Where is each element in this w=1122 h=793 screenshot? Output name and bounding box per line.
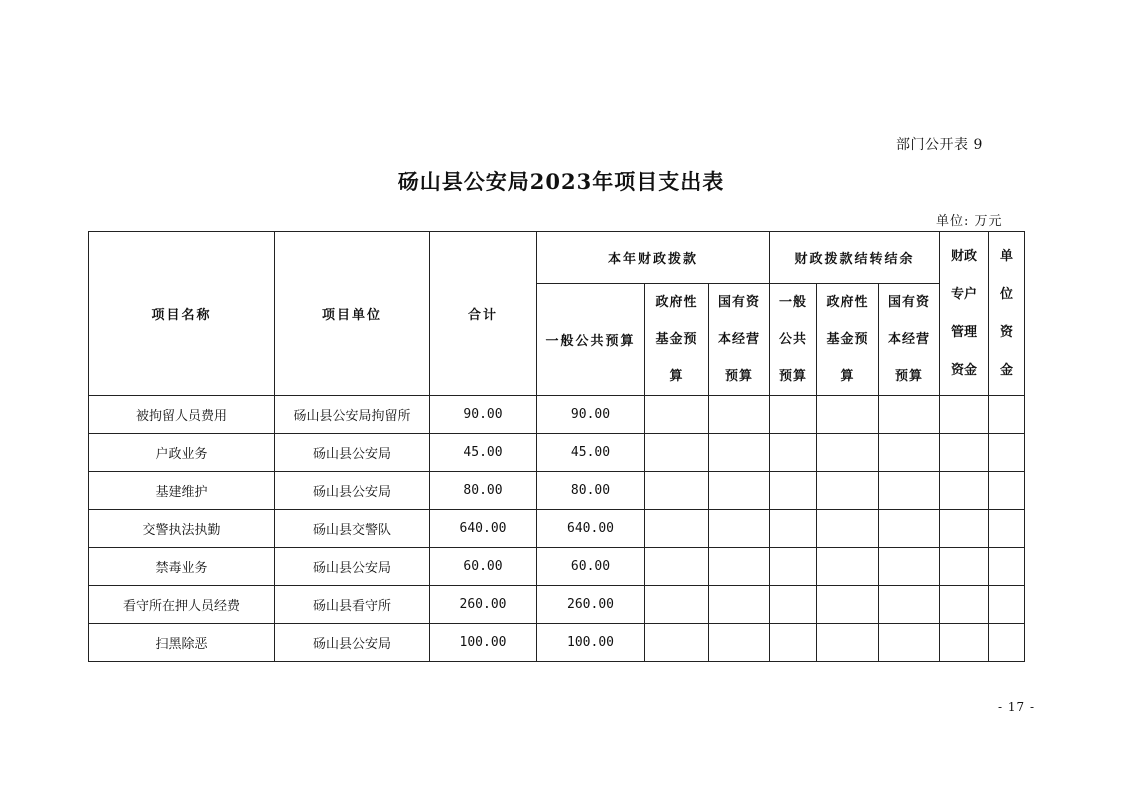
header-general-public-budget: 一般公共预算 (537, 284, 645, 396)
header-current-year-appropriation: 本年财政拨款 (537, 232, 770, 284)
table-row (89, 548, 1025, 586)
cell-project-unit: 砀山县公安局 (275, 472, 430, 510)
table-row (89, 624, 1025, 662)
cell-project-name: 看守所在押人员经费 (89, 586, 275, 624)
header-carryover-state-capital: 国有资 本经营 预算 (879, 284, 940, 396)
table-row (89, 396, 1025, 434)
cell-total: 640.00 (430, 510, 537, 548)
cell-general-budget: 100.00 (537, 624, 645, 662)
cell-project-unit: 砀山县公安局拘留所 (275, 396, 430, 434)
cell-total: 100.00 (430, 624, 537, 662)
cell-project-unit: 砀山县公安局 (275, 548, 430, 586)
cell-project-name: 户政业务 (89, 434, 275, 472)
cell-total: 260.00 (430, 586, 537, 624)
form-number: 部门公开表 9 (896, 137, 983, 153)
unit-label: 单位: 万元 (936, 214, 1003, 229)
cell-project-name: 禁毒业务 (89, 548, 275, 586)
header-total: 合计 (430, 232, 537, 396)
cell-total: 90.00 (430, 396, 537, 434)
cell-total: 60.00 (430, 548, 537, 586)
table-row (89, 434, 1025, 472)
header-special-account-fund: 财政 专户 管理 资金 (940, 232, 989, 396)
cell-general-budget: 60.00 (537, 548, 645, 586)
cell-general-budget: 640.00 (537, 510, 645, 548)
cell-general-budget: 260.00 (537, 586, 645, 624)
header-unit-fund: 单 位 资 金 (989, 232, 1025, 396)
project-expenditure-table (88, 231, 1025, 662)
cell-project-name: 基建维护 (89, 472, 275, 510)
cell-project-unit: 砀山县看守所 (275, 586, 430, 624)
page-title: 砀山县公安局2023年项目支出表 (397, 169, 725, 194)
header-carryover-gov-fund: 政府性 基金预 算 (817, 284, 879, 396)
table-row (89, 586, 1025, 624)
cell-general-budget: 45.00 (537, 434, 645, 472)
cell-total: 80.00 (430, 472, 537, 510)
table-row (89, 472, 1025, 510)
cell-total: 45.00 (430, 434, 537, 472)
header-project-name: 项目名称 (89, 232, 275, 396)
page-number: - 17 - (998, 700, 1036, 714)
cell-project-unit: 砀山县公安局 (275, 624, 430, 662)
cell-project-name: 被拘留人员费用 (89, 396, 275, 434)
header-project-unit: 项目单位 (275, 232, 430, 396)
header-state-capital-budget: 国有资 本经营 预算 (709, 284, 770, 396)
cell-general-budget: 80.00 (537, 472, 645, 510)
cell-project-name: 交警执法执勤 (89, 510, 275, 548)
table-row (89, 510, 1025, 548)
header-carryover-general-budget: 一般 公共 预算 (770, 284, 817, 396)
header-gov-fund-budget: 政府性 基金预 算 (645, 284, 709, 396)
header-carryover-balance: 财政拨款结转结余 (770, 232, 940, 284)
cell-general-budget: 90.00 (537, 396, 645, 434)
cell-project-unit: 砀山县公安局 (275, 434, 430, 472)
cell-project-unit: 砀山县交警队 (275, 510, 430, 548)
cell-project-name: 扫黑除恶 (89, 624, 275, 662)
